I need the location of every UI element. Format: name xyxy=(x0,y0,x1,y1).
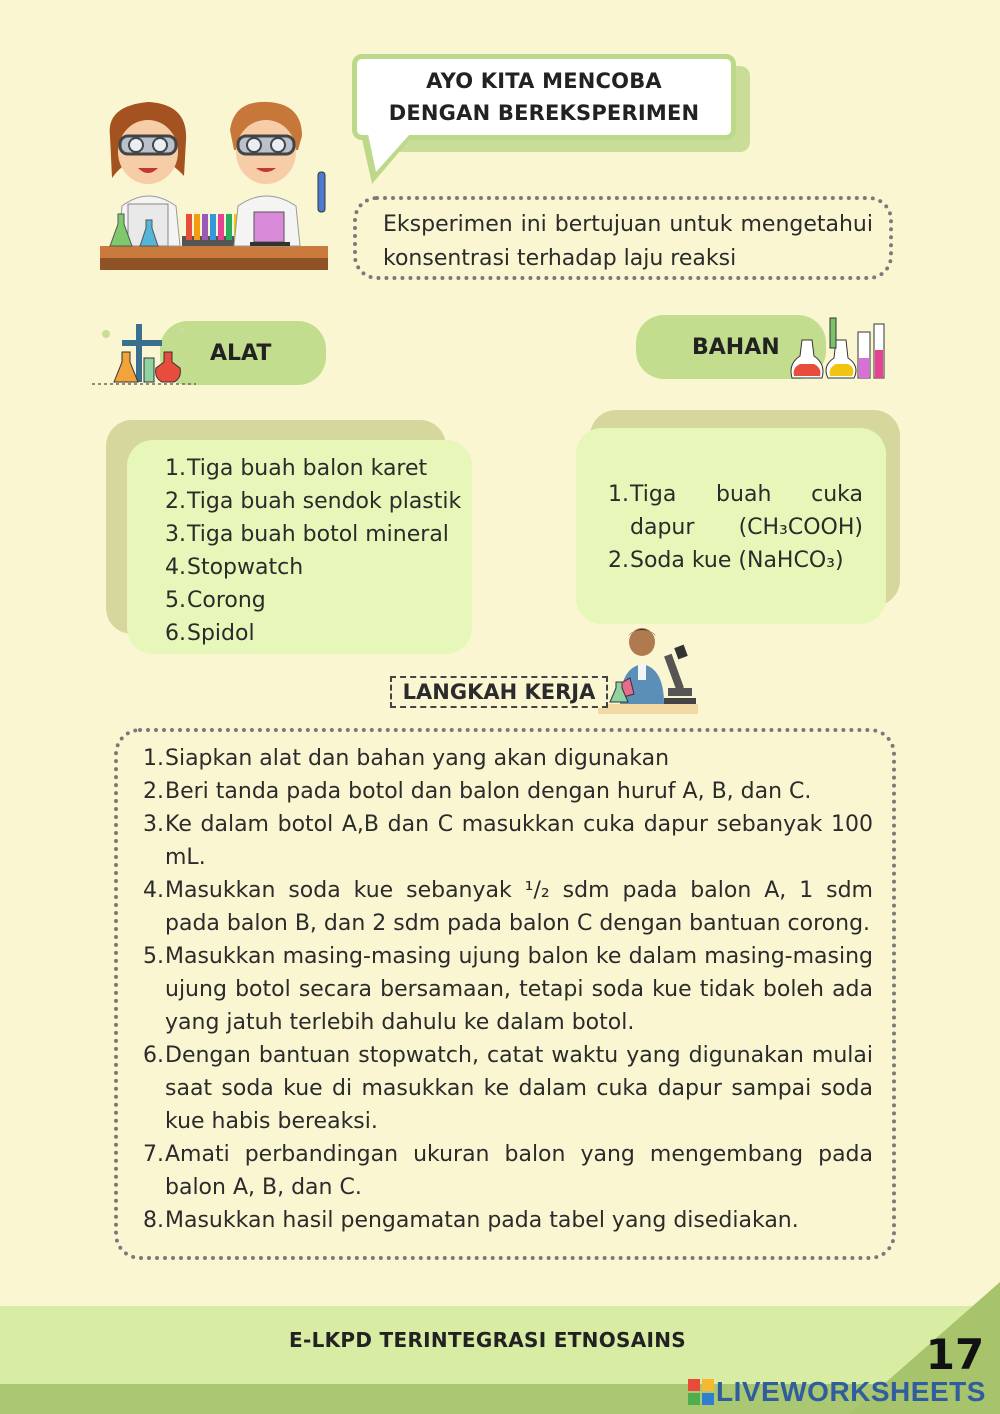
list-item: 1. Siapkan alat dan bahan yang akan digunakan xyxy=(143,746,670,771)
title-bubble-tail-inner xyxy=(368,134,410,172)
list-item: 2. Beri tanda pada botol dan balon dengan huruf A, B, dan C. xyxy=(143,779,812,804)
list-item: 6. Dengan bantuan stopwatch, catat waktu yang digunakan mulai saat soda kue di masukkan ke dalam cuka dapur sampai soda kue habis bereaksi. xyxy=(143,1043,873,1134)
list-item: 2. Tiga buah sendok plastik xyxy=(165,489,462,514)
alat-label: ALAT xyxy=(210,340,272,366)
liveworksheets-watermark[interactable] xyxy=(688,1374,998,1410)
lab-equipment-icon xyxy=(92,318,196,388)
list-item: 2. Soda kue (NaHCO₃) xyxy=(608,548,844,573)
langkah-kerja-heading xyxy=(390,676,608,708)
langkah-kerja-label: LANGKAH KERJA xyxy=(402,680,596,704)
objective-box xyxy=(353,196,893,280)
list-item: 5. Corong xyxy=(165,588,266,613)
list-item: 3. Tiga buah botol mineral xyxy=(165,522,449,547)
steps-list xyxy=(143,742,873,1237)
alat-list xyxy=(165,452,465,650)
list-item: 4. Masukkan soda kue sebanyak ¹/₂ sdm pada balon A, 1 sdm pada balon B, dan 2 sdm pada balon C dengan bantuan corong. xyxy=(143,878,873,936)
list-item: 4. Stopwatch xyxy=(165,555,304,580)
objective-text: Eksperimen ini bertujuan untuk mengetahui konsentrasi terhadap laju reaksi xyxy=(383,212,873,271)
list-item: 8. Masukkan hasil pengamatan pada tabel yang disediakan. xyxy=(143,1208,799,1233)
liveworksheets-logo-icon xyxy=(688,1379,714,1405)
title-line-2: DENGAN BEREKSPERIMEN xyxy=(388,101,700,125)
list-item: 5. Masukkan masing-masing ujung balon ke dalam masing-masing ujung botol secara bersamaan, tetapi soda kue tidak boleh ada yang jatuh terlebih dahulu ke dalam botol. xyxy=(143,944,873,1035)
page-number: 17 xyxy=(925,1330,985,1379)
list-item: 7. Amati perbandingan ukuran balon yang mengembang pada balon A, B, dan C. xyxy=(143,1142,873,1200)
scientist-kids-illustration xyxy=(96,96,332,276)
title-bubble xyxy=(352,54,736,140)
list-item: 3. Ke dalam botol A,B dan C masukkan cuka dapur sebanyak 100 mL. xyxy=(143,812,873,870)
footer-title: E-LKPD TERINTEGRASI ETNOSAINS xyxy=(289,1328,686,1352)
bahan-list xyxy=(608,478,863,577)
chemistry-flasks-icon xyxy=(788,314,890,382)
watermark-text: LIVEWORKSHEETS xyxy=(716,1376,986,1407)
list-item: 1. Tiga buah cuka dapur (CH₃COOH) xyxy=(608,482,863,540)
list-item: 1. Tiga buah balon karet xyxy=(165,456,428,481)
title-line-1: AYO KITA MENCOBA xyxy=(426,69,662,93)
list-item: 6. Spidol xyxy=(165,621,255,646)
bahan-label: BAHAN xyxy=(692,334,780,360)
